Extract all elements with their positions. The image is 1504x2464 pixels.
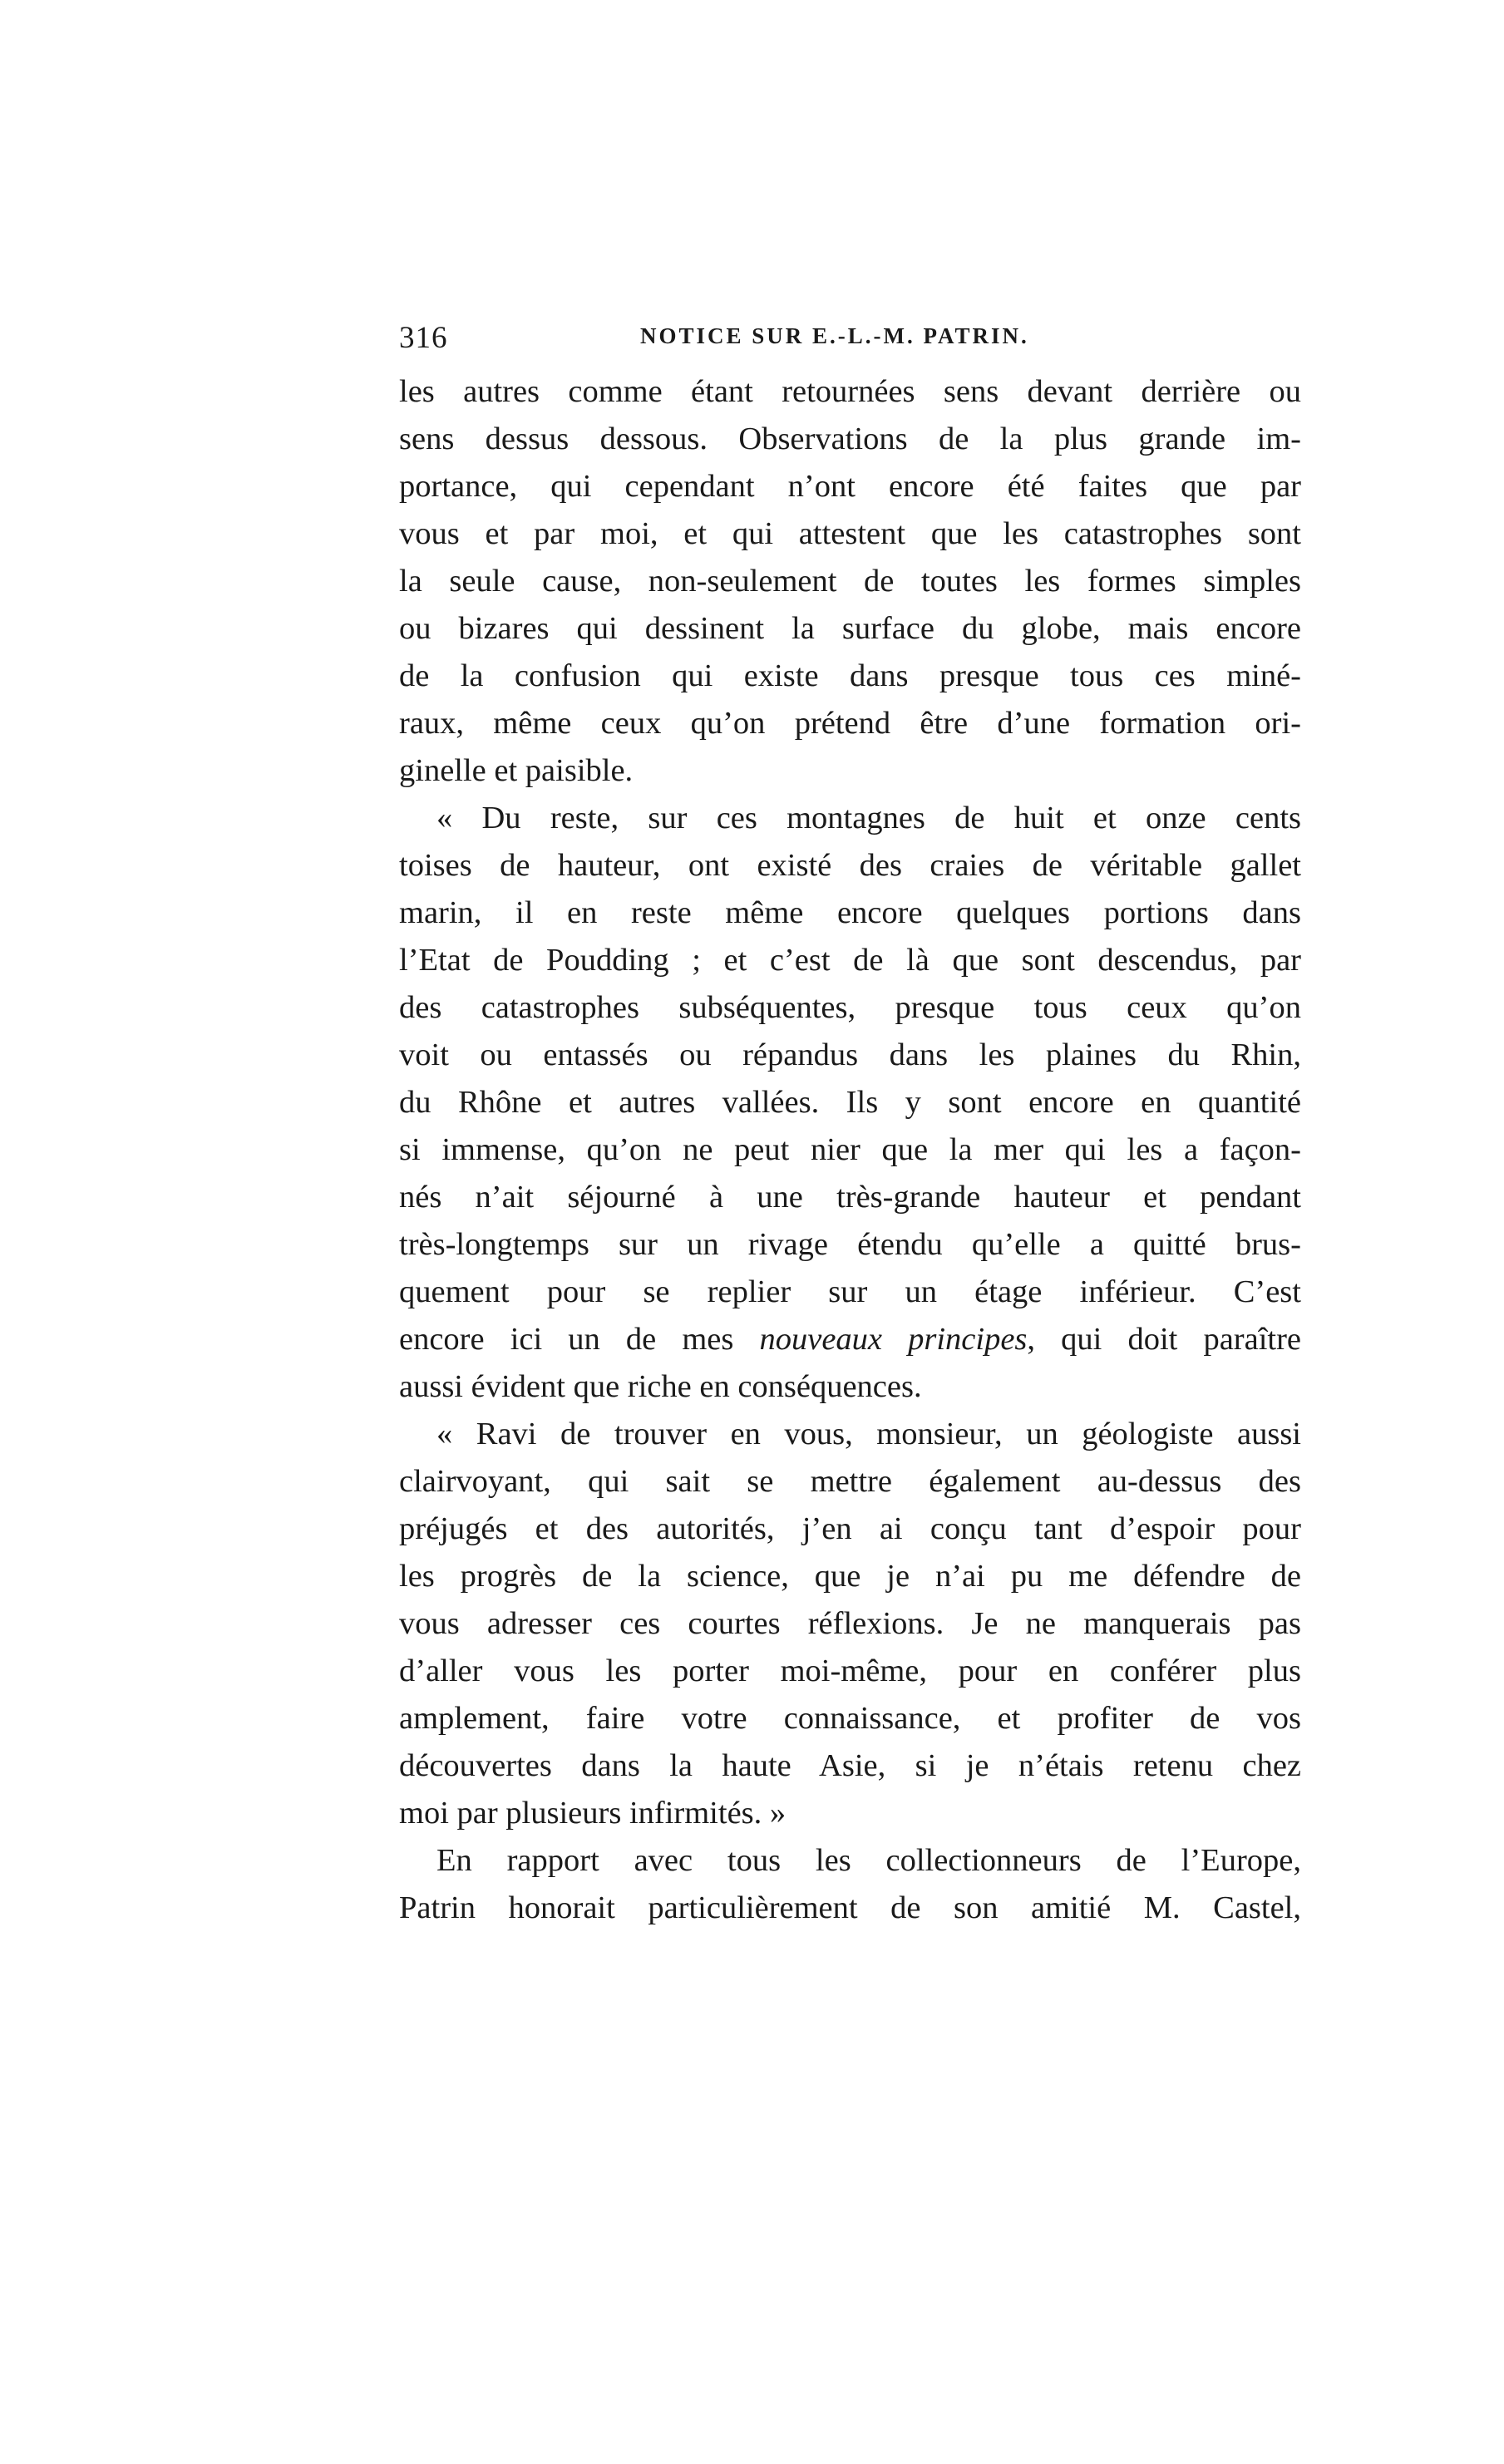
text-line: clairvoyant, qui sait se mettre également au-dessus des <box>399 1464 1301 1499</box>
text-line: sens dessus dessous. Observations de la plus grande im- <box>399 421 1301 456</box>
text-line: la seule cause, non-seulement de toutes les formes simples <box>399 564 1301 599</box>
text-line: quement pour se replier sur un étage inférieur. C’est <box>399 1274 1301 1309</box>
text-line: du Rhône et autres vallées. Ils y sont encore en quantité <box>399 1085 1301 1120</box>
text-line: raux, même ceux qu’on prétend être d’une formation ori- <box>399 706 1301 741</box>
text-line: d’aller vous les porter moi-même, pour en conférer plus <box>399 1653 1301 1688</box>
paragraph-2 <box>399 795 1301 1411</box>
text-line: les autres comme étant retournées sens devant derrière ou <box>399 374 1301 409</box>
text-line: si immense, qu’on ne peut nier que la mer qui les a façon- <box>399 1132 1301 1167</box>
text-line-with-italic <box>399 1316 1301 1363</box>
italic-phrase: nouveaux principes <box>759 1322 1028 1357</box>
paragraph-3 <box>399 1411 1301 1837</box>
text-run: , qui doit paraître <box>1027 1322 1302 1357</box>
text-line: vous adresser ces courtes réflexions. Je ne manquerais pas <box>399 1606 1301 1641</box>
paragraph-1 <box>399 368 1301 795</box>
text-line: Patrin honorait particulièrement de son amitié M. Castel, <box>399 1890 1301 1925</box>
text-line: préjugés et des autorités, j’en ai conçu tant d’espoir pour <box>399 1511 1301 1546</box>
text-line: En rapport avec tous les collectionneurs de l’Europe, <box>436 1843 1301 1878</box>
page-number: 316 <box>399 321 448 355</box>
text-line: des catastrophes subséquentes, presque tous ceux qu’on <box>399 990 1301 1025</box>
text-line: ginelle et paisible. <box>399 753 634 788</box>
text-line: nés n’ait séjourné à une très-grande hauteur et pendant <box>399 1180 1301 1215</box>
text-line: « Du reste, sur ces montagnes de huit et onze cents <box>436 801 1301 835</box>
text-line: aussi évident que riche en conséquences. <box>399 1369 922 1404</box>
text-run: encore ici un de mes <box>399 1322 760 1357</box>
text-line: marin, il en reste même encore quelques portions dans <box>399 895 1301 930</box>
text-line: portance, qui cependant n’ont encore été faites que par <box>399 469 1301 504</box>
running-title: NOTICE SUR E.-L.-M. PATRIN. <box>640 323 1029 348</box>
text-line: voit ou entassés ou répandus dans les plaines du Rhin, <box>399 1037 1301 1072</box>
book-page <box>399 320 1301 1932</box>
text-line: découvertes dans la haute Asie, si je n’étais retenu chez <box>399 1748 1301 1783</box>
text-line: vous et par moi, et qui attestent que les catastrophes sont <box>399 516 1301 551</box>
running-head <box>399 320 1301 363</box>
text-line: de la confusion qui existe dans presque tous ces miné- <box>399 658 1301 693</box>
paragraph-4 <box>399 1837 1301 1932</box>
text-line: l’Etat de Poudding ; et c’est de là que sont descendus, par <box>399 943 1301 978</box>
text-line: ou bizares qui dessinent la surface du globe, mais encore <box>399 611 1301 646</box>
text-line: « Ravi de trouver en vous, monsieur, un géologiste aussi <box>436 1417 1301 1451</box>
text-line: les progrès de la science, que je n’ai pu me défendre de <box>399 1559 1301 1594</box>
text-line: toises de hauteur, ont existé des craies de véritable gallet <box>399 848 1301 883</box>
text-line: amplement, faire votre connaissance, et profiter de vos <box>399 1701 1301 1736</box>
text-line: très-longtemps sur un rivage étendu qu’elle a quitté brus- <box>399 1227 1301 1262</box>
text-line: moi par plusieurs infirmités. » <box>399 1796 787 1831</box>
